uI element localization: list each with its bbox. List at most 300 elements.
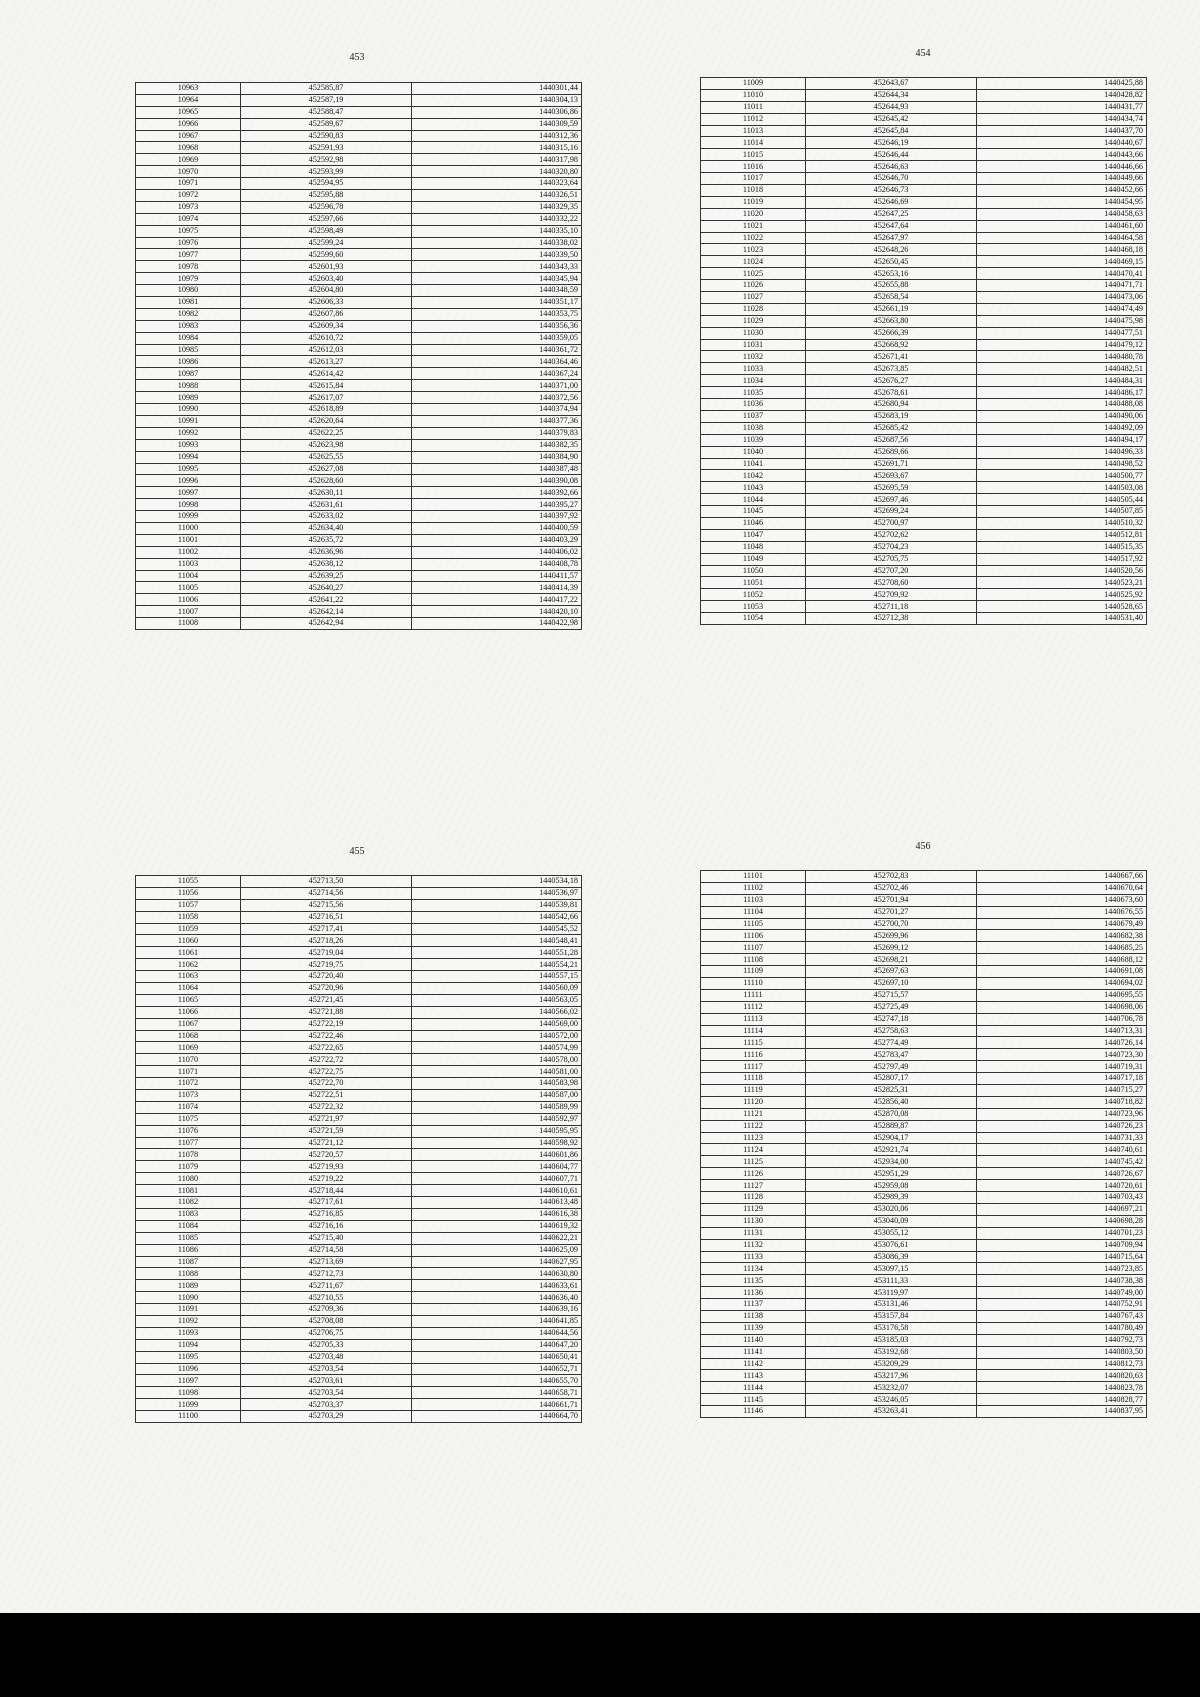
table-row: [701, 1168, 1147, 1180]
y-coordinate-cell: 1440715,64: [977, 1251, 1147, 1263]
point-number-cell: 11032: [701, 351, 806, 363]
x-coordinate-cell: 452693,67: [806, 470, 977, 482]
point-number-cell: 11024: [701, 256, 806, 268]
point-number-cell: 10977: [136, 249, 241, 261]
y-coordinate-cell: 1440682,38: [977, 930, 1147, 942]
y-coordinate-cell: 1440598,92: [412, 1137, 582, 1149]
x-coordinate-cell: 452702,62: [806, 529, 977, 541]
coordinate-table-455: [135, 875, 582, 1423]
table-row: [136, 1018, 582, 1030]
x-coordinate-cell: 452661,19: [806, 303, 977, 315]
point-number-cell: 11003: [136, 558, 241, 570]
x-coordinate-cell: 452612,03: [241, 344, 412, 356]
table-row: [701, 1144, 1147, 1156]
table-row: [701, 1382, 1147, 1394]
table-row: [701, 1334, 1147, 1346]
x-coordinate-cell: 452609,34: [241, 320, 412, 332]
x-coordinate-cell: 452703,54: [241, 1363, 412, 1375]
table-row: [136, 392, 582, 404]
point-number-cell: 11098: [136, 1387, 241, 1399]
y-coordinate-cell: 1440673,60: [977, 894, 1147, 906]
x-coordinate-cell: 452716,16: [241, 1220, 412, 1232]
table-row: [701, 1013, 1147, 1025]
point-number-cell: 11028: [701, 303, 806, 315]
x-coordinate-cell: 452591,93: [241, 142, 412, 154]
x-coordinate-cell: 452718,44: [241, 1185, 412, 1197]
point-number-cell: 11055: [136, 876, 241, 888]
x-coordinate-cell: 452653,16: [806, 268, 977, 280]
point-number-cell: 11000: [136, 522, 241, 534]
table-row: [701, 1299, 1147, 1311]
y-coordinate-cell: 1440371,00: [412, 380, 582, 392]
table-row: [701, 161, 1147, 173]
point-number-cell: 11089: [136, 1280, 241, 1292]
x-coordinate-cell: 452709,36: [241, 1304, 412, 1316]
y-coordinate-cell: 1440698,06: [977, 1001, 1147, 1013]
table-row: [701, 268, 1147, 280]
x-coordinate-cell: 452715,40: [241, 1232, 412, 1244]
table-row: [701, 446, 1147, 458]
y-coordinate-cell: 1440353,75: [412, 308, 582, 320]
point-number-cell: 10998: [136, 499, 241, 511]
x-coordinate-cell: 452655,88: [806, 280, 977, 292]
y-coordinate-cell: 1440306,86: [412, 106, 582, 118]
point-number-cell: 11023: [701, 244, 806, 256]
y-coordinate-cell: 1440480,78: [977, 351, 1147, 363]
point-number-cell: 11091: [136, 1304, 241, 1316]
y-coordinate-cell: 1440548,41: [412, 935, 582, 947]
y-coordinate-cell: 1440731,33: [977, 1132, 1147, 1144]
point-number-cell: 11146: [701, 1406, 806, 1418]
y-coordinate-cell: 1440745,42: [977, 1156, 1147, 1168]
point-number-cell: 10987: [136, 368, 241, 380]
table-row: [136, 911, 582, 923]
table-row: [701, 256, 1147, 268]
point-number-cell: 11077: [136, 1137, 241, 1149]
y-coordinate-cell: 1440641,85: [412, 1315, 582, 1327]
y-coordinate-cell: 1440496,33: [977, 446, 1147, 458]
point-number-cell: 11062: [136, 959, 241, 971]
y-coordinate-cell: 1440698,28: [977, 1215, 1147, 1227]
table-row: [136, 1292, 582, 1304]
table-row: [136, 249, 582, 261]
y-coordinate-cell: 1440706,78: [977, 1013, 1147, 1025]
y-coordinate-cell: 1440667,66: [977, 871, 1147, 883]
table-row: [136, 1256, 582, 1268]
point-number-cell: 10968: [136, 142, 241, 154]
x-coordinate-cell: 452606,33: [241, 297, 412, 309]
table-row: [136, 285, 582, 297]
x-coordinate-cell: 452645,84: [806, 125, 977, 137]
point-number-cell: 11017: [701, 173, 806, 185]
y-coordinate-cell: 1440545,52: [412, 923, 582, 935]
x-coordinate-cell: 452663,80: [806, 315, 977, 327]
x-coordinate-cell: 452702,83: [806, 871, 977, 883]
x-coordinate-cell: 453209,29: [806, 1358, 977, 1370]
table-row: [701, 351, 1147, 363]
point-number-cell: 11118: [701, 1073, 806, 1085]
x-coordinate-cell: 452870,08: [806, 1108, 977, 1120]
table-row: [136, 1030, 582, 1042]
coordinate-table-454: [700, 77, 1147, 625]
y-coordinate-cell: 1440364,46: [412, 356, 582, 368]
y-coordinate-cell: 1440828,77: [977, 1394, 1147, 1406]
table-row: [136, 451, 582, 463]
x-coordinate-cell: 452620,64: [241, 415, 412, 427]
x-coordinate-cell: 452592,98: [241, 154, 412, 166]
y-coordinate-cell: 1440339,50: [412, 249, 582, 261]
x-coordinate-cell: 452622,25: [241, 427, 412, 439]
x-coordinate-cell: 452959,08: [806, 1180, 977, 1192]
point-number-cell: 11102: [701, 882, 806, 894]
table-row: [701, 1120, 1147, 1132]
x-coordinate-cell: 452647,97: [806, 232, 977, 244]
x-coordinate-cell: 452722,75: [241, 1066, 412, 1078]
point-number-cell: 10964: [136, 94, 241, 106]
y-coordinate-cell: 1440726,23: [977, 1120, 1147, 1132]
x-coordinate-cell: 452699,24: [806, 506, 977, 518]
point-number-cell: 11100: [136, 1411, 241, 1423]
y-coordinate-cell: 1440317,98: [412, 154, 582, 166]
table-row: [701, 989, 1147, 1001]
table-row: [136, 558, 582, 570]
table-row: [136, 213, 582, 225]
y-coordinate-cell: 1440312,36: [412, 130, 582, 142]
point-number-cell: 11012: [701, 113, 806, 125]
y-coordinate-cell: 1440688,12: [977, 954, 1147, 966]
y-coordinate-cell: 1440752,91: [977, 1299, 1147, 1311]
y-coordinate-cell: 1440803,50: [977, 1346, 1147, 1358]
table-row: [701, 541, 1147, 553]
table-row: [136, 1090, 582, 1102]
point-number-cell: 10963: [136, 83, 241, 95]
y-coordinate-cell: 1440566,02: [412, 1006, 582, 1018]
table-row: [136, 273, 582, 285]
y-coordinate-cell: 1440676,55: [977, 906, 1147, 918]
table-row: [136, 1351, 582, 1363]
table-row: [701, 470, 1147, 482]
x-coordinate-cell: 452691,71: [806, 458, 977, 470]
table-row: [701, 292, 1147, 304]
table-row: [136, 261, 582, 273]
y-coordinate-cell: 1440812,73: [977, 1358, 1147, 1370]
table-row: [701, 577, 1147, 589]
y-coordinate-cell: 1440723,85: [977, 1263, 1147, 1275]
table-row: [136, 887, 582, 899]
point-number-cell: 11052: [701, 589, 806, 601]
y-coordinate-cell: 1440361,72: [412, 344, 582, 356]
x-coordinate-cell: 452673,85: [806, 363, 977, 375]
point-number-cell: 11041: [701, 458, 806, 470]
y-coordinate-cell: 1440443,66: [977, 149, 1147, 161]
point-number-cell: 11067: [136, 1018, 241, 1030]
point-number-cell: 11127: [701, 1180, 806, 1192]
table-row: [136, 1161, 582, 1173]
table-row: [701, 494, 1147, 506]
point-number-cell: 11094: [136, 1339, 241, 1351]
y-coordinate-cell: 1440661,71: [412, 1399, 582, 1411]
point-number-cell: 11138: [701, 1310, 806, 1322]
point-number-cell: 11115: [701, 1037, 806, 1049]
x-coordinate-cell: 452722,19: [241, 1018, 412, 1030]
point-number-cell: 11043: [701, 482, 806, 494]
point-number-cell: 10980: [136, 285, 241, 297]
table-row: [136, 427, 582, 439]
x-coordinate-cell: 452646,44: [806, 149, 977, 161]
point-number-cell: 11020: [701, 208, 806, 220]
point-number-cell: 11025: [701, 268, 806, 280]
point-number-cell: 11014: [701, 137, 806, 149]
point-number-cell: 11064: [136, 983, 241, 995]
table-row: [701, 208, 1147, 220]
page-number-453: 453: [349, 52, 365, 63]
table-row: [136, 1244, 582, 1256]
table-row: [136, 534, 582, 546]
y-coordinate-cell: 1440625,09: [412, 1244, 582, 1256]
x-coordinate-cell: 452703,37: [241, 1399, 412, 1411]
table-row: [136, 546, 582, 558]
point-number-cell: 11109: [701, 966, 806, 978]
x-coordinate-cell: 452599,24: [241, 237, 412, 249]
table-row: [136, 380, 582, 392]
point-number-cell: 11036: [701, 399, 806, 411]
x-coordinate-cell: 453217,96: [806, 1370, 977, 1382]
table-row: [136, 994, 582, 1006]
y-coordinate-cell: 1440343,33: [412, 261, 582, 273]
table-row: [701, 78, 1147, 90]
y-coordinate-cell: 1440500,77: [977, 470, 1147, 482]
x-coordinate-cell: 452702,46: [806, 882, 977, 894]
y-coordinate-cell: 1440738,38: [977, 1275, 1147, 1287]
x-coordinate-cell: 452710,55: [241, 1292, 412, 1304]
y-coordinate-cell: 1440820,63: [977, 1370, 1147, 1382]
point-number-cell: 11061: [136, 947, 241, 959]
point-number-cell: 10997: [136, 487, 241, 499]
y-coordinate-cell: 1440701,23: [977, 1227, 1147, 1239]
y-coordinate-cell: 1440474,49: [977, 303, 1147, 315]
point-number-cell: 11001: [136, 534, 241, 546]
x-coordinate-cell: 452650,45: [806, 256, 977, 268]
point-number-cell: 10971: [136, 178, 241, 190]
y-coordinate-cell: 1440503,08: [977, 482, 1147, 494]
table-row: [136, 475, 582, 487]
y-coordinate-cell: 1440697,21: [977, 1203, 1147, 1215]
x-coordinate-cell: 453185,03: [806, 1334, 977, 1346]
x-coordinate-cell: 453111,33: [806, 1275, 977, 1287]
x-coordinate-cell: 452642,94: [241, 618, 412, 630]
table-row: [136, 320, 582, 332]
point-number-cell: 11039: [701, 434, 806, 446]
table-row: [701, 363, 1147, 375]
point-number-cell: 10976: [136, 237, 241, 249]
point-number-cell: 11134: [701, 1263, 806, 1275]
point-number-cell: 11021: [701, 220, 806, 232]
table-row: [701, 1358, 1147, 1370]
point-number-cell: 11112: [701, 1001, 806, 1013]
table-row: [701, 315, 1147, 327]
x-coordinate-cell: 452593,99: [241, 166, 412, 178]
y-coordinate-cell: 1440587,00: [412, 1090, 582, 1102]
y-coordinate-cell: 1440583,98: [412, 1078, 582, 1090]
y-coordinate-cell: 1440452,66: [977, 185, 1147, 197]
y-coordinate-cell: 1440633,61: [412, 1280, 582, 1292]
x-coordinate-cell: 452719,04: [241, 947, 412, 959]
point-number-cell: 11129: [701, 1203, 806, 1215]
x-coordinate-cell: 452797,49: [806, 1061, 977, 1073]
scan-bottom-border: [0, 1613, 1200, 1697]
y-coordinate-cell: 1440592,97: [412, 1113, 582, 1125]
point-number-cell: 11040: [701, 446, 806, 458]
point-number-cell: 11057: [136, 899, 241, 911]
table-row: [136, 618, 582, 630]
table-row: [701, 1096, 1147, 1108]
x-coordinate-cell: 452718,26: [241, 935, 412, 947]
x-coordinate-cell: 452643,67: [806, 78, 977, 90]
y-coordinate-cell: 1440517,92: [977, 553, 1147, 565]
point-number-cell: 11056: [136, 887, 241, 899]
point-number-cell: 11093: [136, 1327, 241, 1339]
table-row: [701, 149, 1147, 161]
y-coordinate-cell: 1440551,28: [412, 947, 582, 959]
x-coordinate-cell: 452671,41: [806, 351, 977, 363]
point-number-cell: 11145: [701, 1394, 806, 1406]
point-number-cell: 10966: [136, 118, 241, 130]
x-coordinate-cell: 452722,32: [241, 1101, 412, 1113]
x-coordinate-cell: 452640,27: [241, 582, 412, 594]
table-row: [136, 130, 582, 142]
y-coordinate-cell: 1440335,10: [412, 225, 582, 237]
point-number-cell: 10983: [136, 320, 241, 332]
x-coordinate-cell: 452625,55: [241, 451, 412, 463]
y-coordinate-cell: 1440715,27: [977, 1085, 1147, 1097]
y-coordinate-cell: 1440414,39: [412, 582, 582, 594]
y-coordinate-cell: 1440578,00: [412, 1054, 582, 1066]
x-coordinate-cell: 452610,72: [241, 332, 412, 344]
point-number-cell: 11069: [136, 1042, 241, 1054]
point-number-cell: 11103: [701, 894, 806, 906]
y-coordinate-cell: 1440374,94: [412, 404, 582, 416]
y-coordinate-cell: 1440372,56: [412, 392, 582, 404]
y-coordinate-cell: 1440726,14: [977, 1037, 1147, 1049]
x-coordinate-cell: 452644,93: [806, 101, 977, 113]
point-number-cell: 11027: [701, 292, 806, 304]
table-row: [701, 280, 1147, 292]
table-row: [701, 89, 1147, 101]
point-number-cell: 11005: [136, 582, 241, 594]
x-coordinate-cell: 452720,96: [241, 983, 412, 995]
point-number-cell: 11018: [701, 185, 806, 197]
y-coordinate-cell: 1440823,78: [977, 1382, 1147, 1394]
x-coordinate-cell: 452715,56: [241, 899, 412, 911]
point-number-cell: 11031: [701, 339, 806, 351]
x-coordinate-cell: 452717,61: [241, 1197, 412, 1209]
x-coordinate-cell: 452722,72: [241, 1054, 412, 1066]
table-row: [136, 570, 582, 582]
table-row: [701, 1287, 1147, 1299]
y-coordinate-cell: 1440505,44: [977, 494, 1147, 506]
y-coordinate-cell: 1440670,64: [977, 882, 1147, 894]
table-row: [136, 1101, 582, 1113]
point-number-cell: 11106: [701, 930, 806, 942]
x-coordinate-cell: 452695,59: [806, 482, 977, 494]
point-number-cell: 11065: [136, 994, 241, 1006]
table-row: [136, 308, 582, 320]
point-number-cell: 11009: [701, 78, 806, 90]
x-coordinate-cell: 452807,17: [806, 1073, 977, 1085]
point-number-cell: 11107: [701, 942, 806, 954]
y-coordinate-cell: 1440639,16: [412, 1304, 582, 1316]
point-number-cell: 11037: [701, 410, 806, 422]
point-number-cell: 10992: [136, 427, 241, 439]
x-coordinate-cell: 452589,67: [241, 118, 412, 130]
table-row: [701, 918, 1147, 930]
table-row: [136, 1411, 582, 1423]
y-coordinate-cell: 1440749,00: [977, 1287, 1147, 1299]
table-row: [136, 1387, 582, 1399]
point-number-cell: 11044: [701, 494, 806, 506]
table-row: [701, 434, 1147, 446]
point-number-cell: 11050: [701, 565, 806, 577]
point-number-cell: 11126: [701, 1168, 806, 1180]
y-coordinate-cell: 1440703,43: [977, 1192, 1147, 1204]
table-row: [701, 589, 1147, 601]
x-coordinate-cell: 452825,31: [806, 1085, 977, 1097]
x-coordinate-cell: 452697,63: [806, 966, 977, 978]
table-row: [136, 1113, 582, 1125]
point-number-cell: 11053: [701, 601, 806, 613]
x-coordinate-cell: 452720,40: [241, 971, 412, 983]
table-row: [701, 966, 1147, 978]
point-number-cell: 11105: [701, 918, 806, 930]
point-number-cell: 11045: [701, 506, 806, 518]
point-number-cell: 11135: [701, 1275, 806, 1287]
y-coordinate-cell: 1440542,66: [412, 911, 582, 923]
point-number-cell: 11035: [701, 387, 806, 399]
x-coordinate-cell: 452951,29: [806, 1168, 977, 1180]
table-row: [136, 1149, 582, 1161]
point-number-cell: 11046: [701, 517, 806, 529]
y-coordinate-cell: 1440323,64: [412, 178, 582, 190]
y-coordinate-cell: 1440449,66: [977, 173, 1147, 185]
table-row: [701, 906, 1147, 918]
x-coordinate-cell: 452701,94: [806, 894, 977, 906]
x-coordinate-cell: 452709,92: [806, 589, 977, 601]
x-coordinate-cell: 452588,47: [241, 106, 412, 118]
y-coordinate-cell: 1440309,59: [412, 118, 582, 130]
table-row: [136, 178, 582, 190]
x-coordinate-cell: 452668,92: [806, 339, 977, 351]
table-row: [136, 1185, 582, 1197]
y-coordinate-cell: 1440658,71: [412, 1387, 582, 1399]
y-coordinate-cell: 1440601,86: [412, 1149, 582, 1161]
x-coordinate-cell: 452707,20: [806, 565, 977, 577]
y-coordinate-cell: 1440329,35: [412, 201, 582, 213]
y-coordinate-cell: 1440471,71: [977, 280, 1147, 292]
table-row: [136, 404, 582, 416]
point-number-cell: 11072: [136, 1078, 241, 1090]
point-number-cell: 11136: [701, 1287, 806, 1299]
point-number-cell: 11104: [701, 906, 806, 918]
point-number-cell: 11108: [701, 954, 806, 966]
x-coordinate-cell: 452719,22: [241, 1173, 412, 1185]
x-coordinate-cell: 452701,27: [806, 906, 977, 918]
x-coordinate-cell: 453119,97: [806, 1287, 977, 1299]
table-row: [136, 1304, 582, 1316]
point-number-cell: 11111: [701, 989, 806, 1001]
x-coordinate-cell: 452712,38: [806, 613, 977, 625]
table-row: [701, 220, 1147, 232]
x-coordinate-cell: 452628,60: [241, 475, 412, 487]
